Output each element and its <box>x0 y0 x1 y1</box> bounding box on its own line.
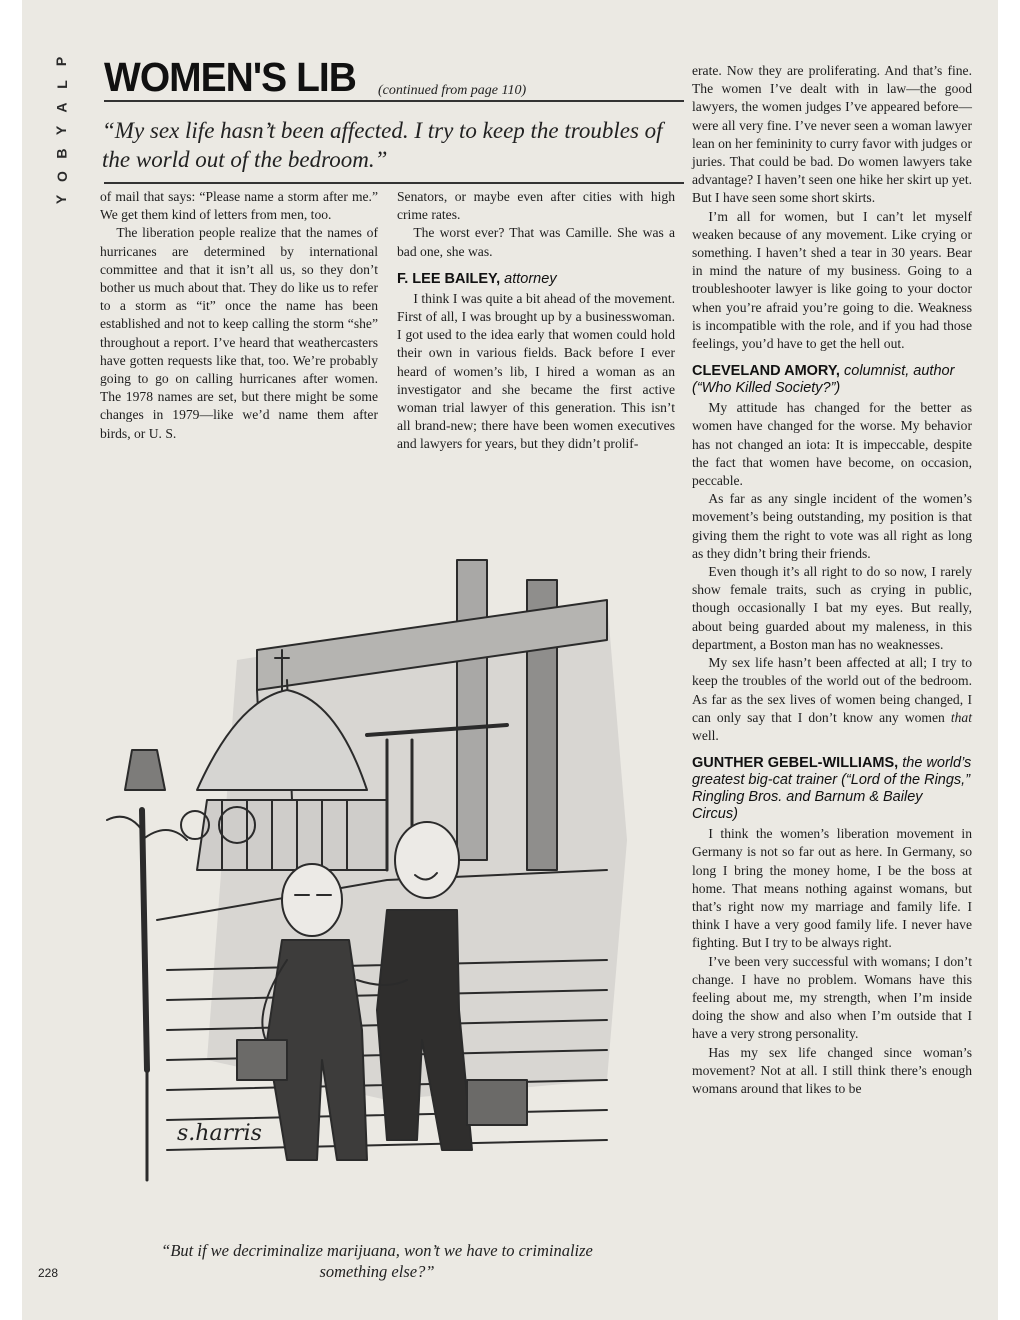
magazine-page <box>22 0 998 1320</box>
interviewee-heading-bailey: F. LEE BAILEY, attorney <box>397 270 557 287</box>
pull-quote: “My sex life hasn’t been affected. I try to keep the troubles of the world out of the bedroom.” <box>102 118 663 172</box>
paragraph: The liberation people realize that the names of hurricanes are determined by international committee and that it isn’t all us, so they don’t bother us much about that. They do like us to refer to a storm as “it” once the name has been established and not to keep calling the storm “she” throughout a report. I’ve heard that weathercasters have gotten requests like that, too. We’re probably going to go on calling hurricanes after women. The 1978 names are set, but there might be some changes in 1979—like we’d name them after birds, or U. S. <box>100 225 378 441</box>
interviewee-heading-amory: CLEVELAND AMORY, columnist, author (“Who Killed Society?”) <box>692 363 955 397</box>
headline-rule-bottom <box>104 182 684 184</box>
article-headline: WOMEN'S LIB <box>104 54 356 100</box>
paragraph: As far as any single incident of the women’s movement’s being outstanding, my position is that giving them the right to vote was all right as long as they didn’t bring their friends. <box>692 491 972 561</box>
cartoon-caption: “But if we decriminalize marijuana, won’t we have to criminalize something else?” <box>161 1241 593 1281</box>
column-2 <box>397 188 675 454</box>
page-number: 228 <box>38 1266 59 1280</box>
headline-rule-top <box>104 100 684 102</box>
paragraph: My sex life hasn’t been affected at all; I try to keep the troubles of the world out of the bedroom. As far as the sex lives of women being changed, I can only say that I don’t know any women that well. <box>692 655 972 743</box>
magazine-spine-label: P L A Y B O Y <box>53 56 70 205</box>
paragraph: I think I was quite a bit ahead of the movement. First of all, I was brought up by a businesswoman. I got used to the idea early that women could hold their own in various fields. Back before I ever heard of women’s lib, I hired a woman as an investigator and she became the first active woman trial lawyer of this generation. This isn’t all brand-new; there have been women executives and lawyers for years, but they didn’t prolif- <box>397 290 675 452</box>
paragraph: erate. Now they are proliferating. And that’s fine. The women I’ve dealt with in law—the good lawyers, the women judges I’ve appeared before—were all very fine. I’ve never seen a woman lawyer lean on her femininity to curry favor with judges or juries. That could be bad. Do women lawyers take advantage? I haven’t seen one hike her skirt up yet. But I have seen some short skirts. <box>692 63 972 206</box>
interviewee-heading-gebel-williams: GUNTHER GEBEL-WILLIAMS, the world’s greatest big-cat trainer (“Lord of the Rings,” Ringling Bros. and Barnum & Bailey Circus) <box>692 755 972 823</box>
cartoonist-signature: s.harris <box>177 1121 262 1146</box>
paragraph: The worst ever? That was Camille. She was a bad one, she was. <box>397 225 675 259</box>
continued-note: (continued from page 110) <box>378 83 527 98</box>
paragraph: Has my sex life changed since woman’s movement? Not at all. I still think there’s enough womans around that likes to be <box>692 1044 972 1096</box>
column-1 <box>100 188 378 443</box>
paragraph: of mail that says: “Please name a storm after me.” We get them kind of letters from men, too. <box>100 189 378 223</box>
paragraph: I think the women’s liberation movement in Germany is not so far out as here. In Germany, so long I bring the money home, I be the boss at home. That means nothing against womans, but that’s right now my marriage and family life. I think I have a very good family life. I never have fighting. But I try to be always right. <box>692 826 972 951</box>
paragraph: I’ve been very successful with womans; I don’t change. I have no problem. Womans have this feeling about me, my strength, when I’m inside doing the show and also when I’m outside that I have a very strong personality. <box>692 953 972 1042</box>
paragraph: I’m all for women, but I can’t let myself weaken because of any movement. Like crying or something. I haven’t shed a tear in 30 years. Bear in mind the nature of my business. Going to a troubleshooter lawyer is like going to your doctor when you’re afraid you’re going to die. Weakness is incompatible with the role, and if you had those feelings, you’d have to get the hell out. <box>692 208 972 352</box>
column-3 <box>692 62 972 1098</box>
paragraph: My attitude has changed for the better as women have changed for the worse. My behavior has not changed an iota: It is impeccable, despite the fact that women have become, on occasion, peccable. <box>692 400 972 489</box>
paragraph: Senators, or maybe even after cities with high crime rates. <box>397 189 675 223</box>
cartoon-illustration <box>87 540 647 1225</box>
paragraph: Even though it’s all right to do so now, I rarely show female traits, such as crying in public, though occasionally I bat my eyes. But really, about being guarded about my maleness, in this department, a Boston man has no weaknesses. <box>692 564 972 652</box>
